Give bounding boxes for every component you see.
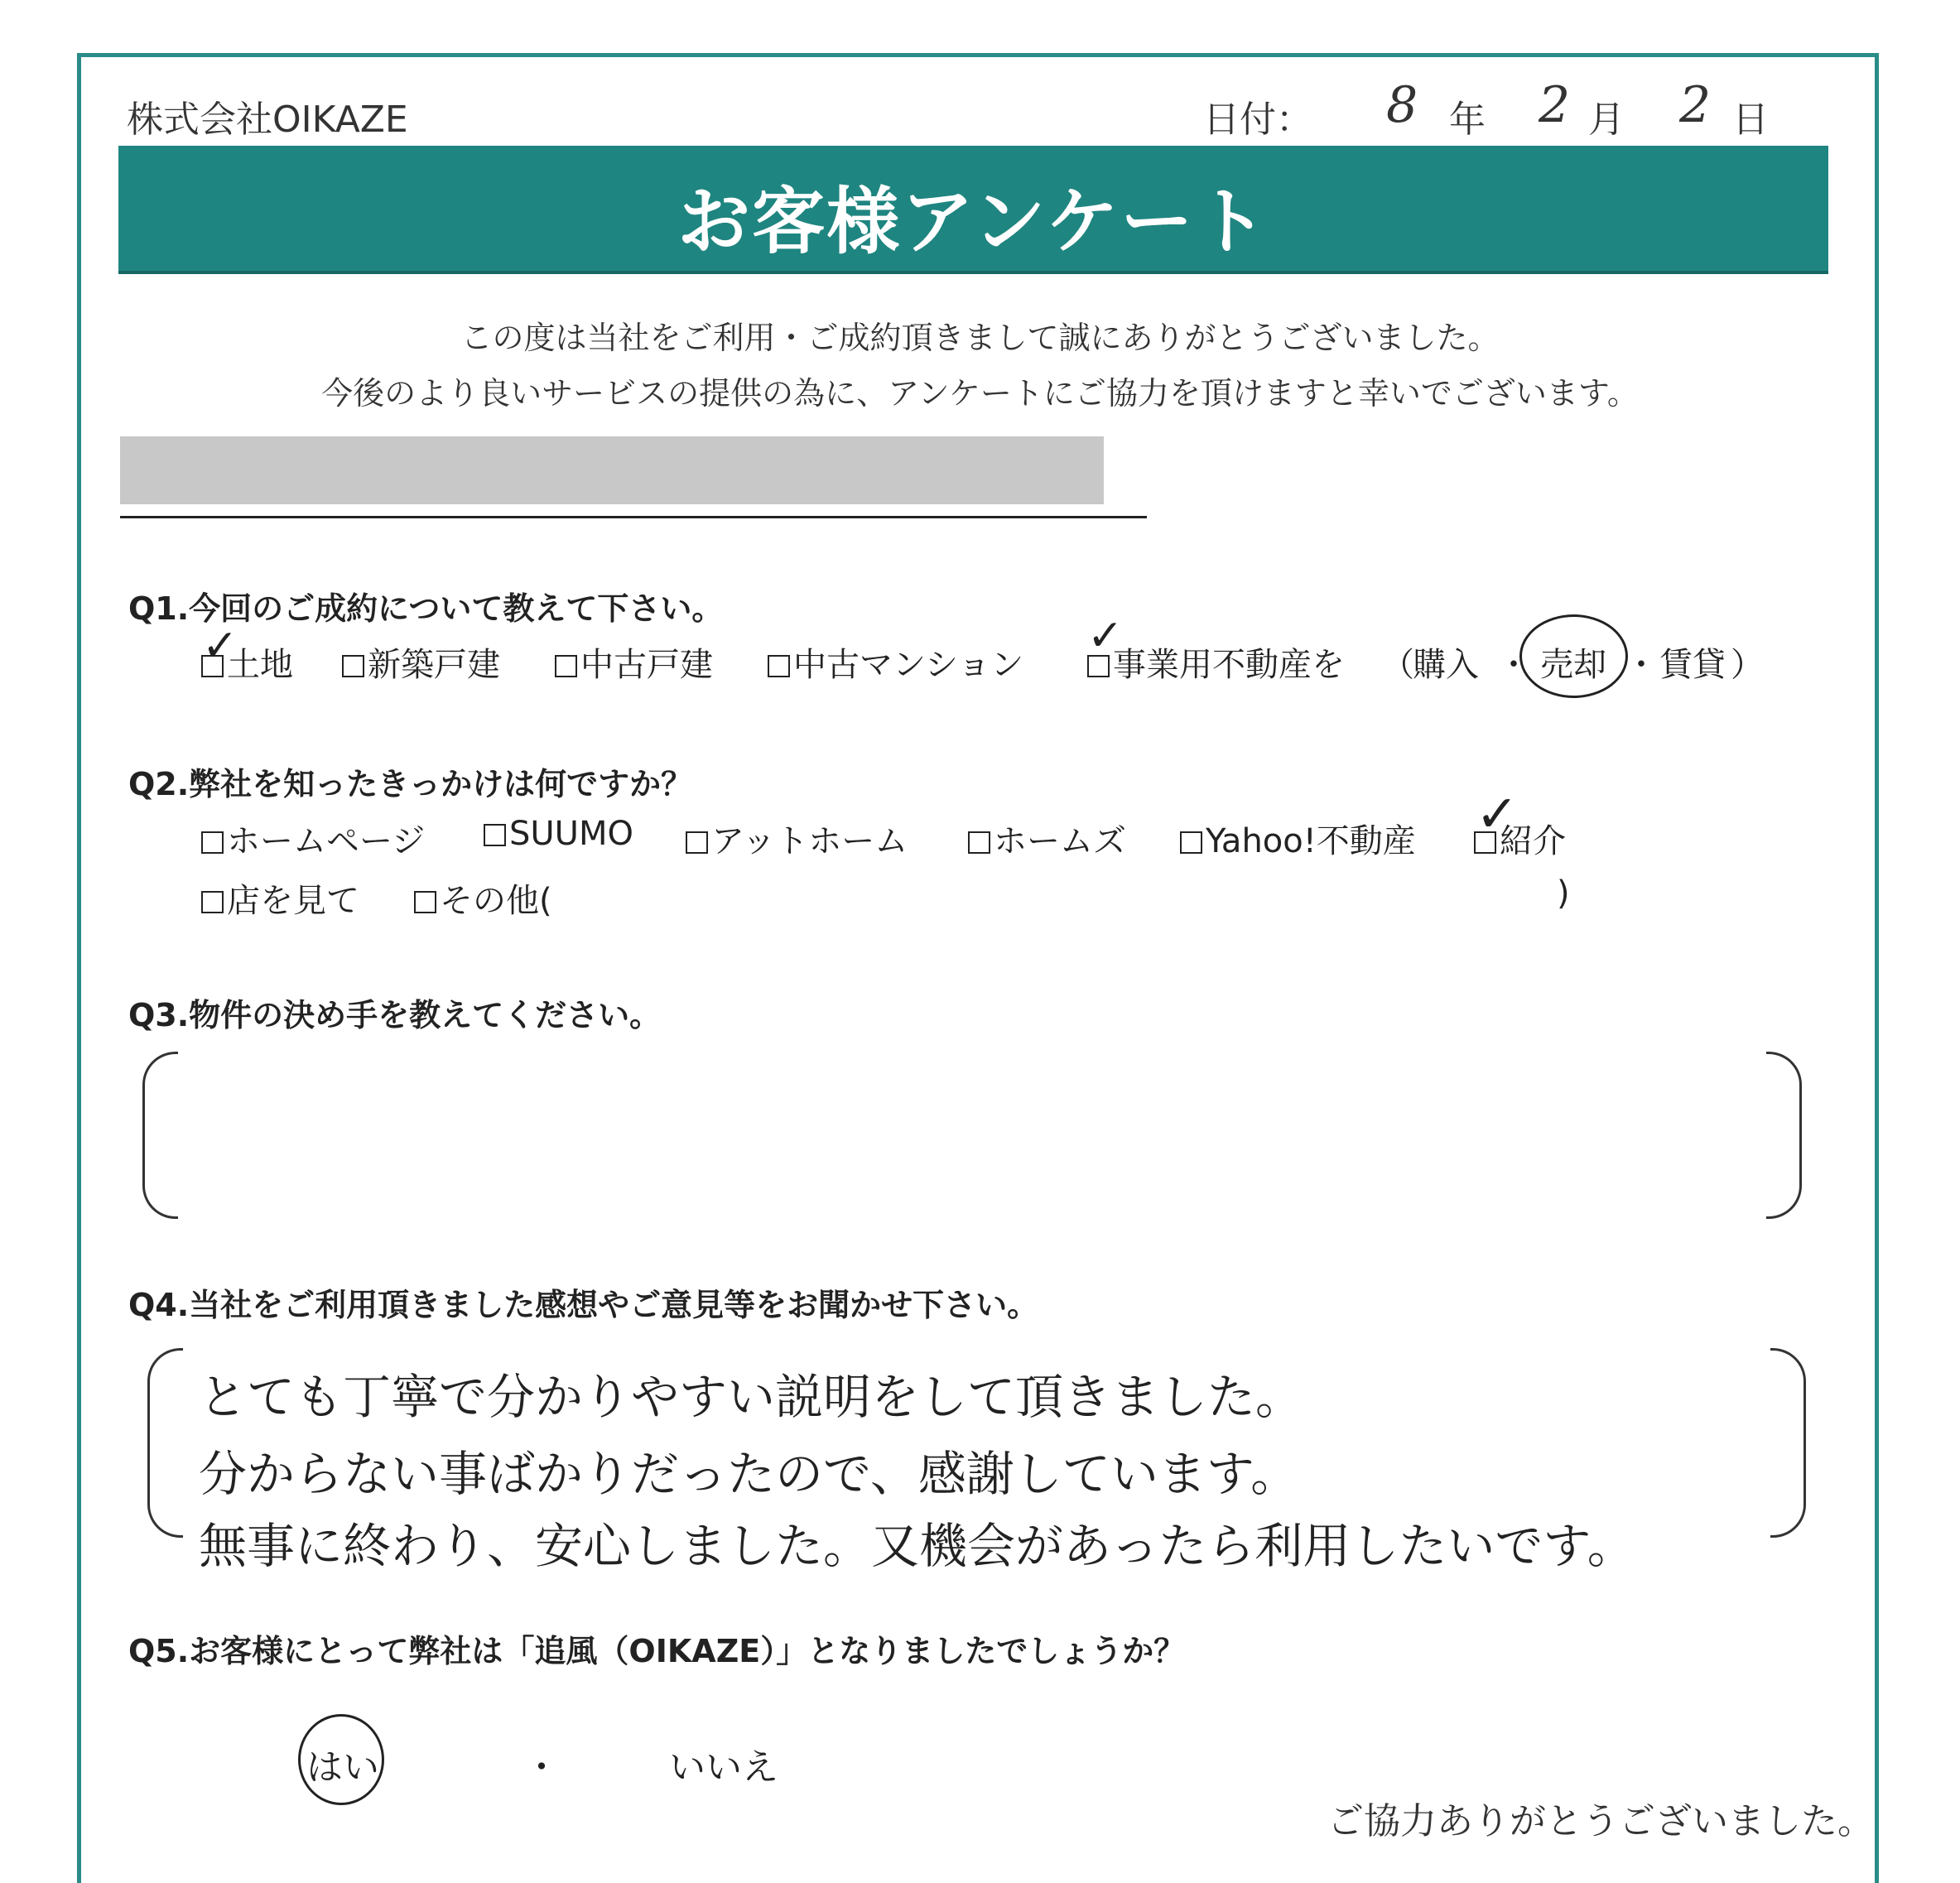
q2-other-close: ) bbox=[1557, 874, 1570, 913]
q1-option-new-house[interactable] bbox=[342, 638, 500, 686]
option-label: その他( bbox=[440, 882, 552, 920]
q2-option-store[interactable] bbox=[201, 874, 359, 922]
q2-referral-check-mark: ✓ bbox=[1476, 783, 1519, 844]
redacted-name bbox=[120, 436, 1104, 504]
date-year-value: 8 bbox=[1386, 76, 1418, 134]
q3-bracket-left bbox=[142, 1052, 178, 1219]
checkbox[interactable] bbox=[1180, 831, 1202, 854]
checkbox[interactable] bbox=[201, 831, 224, 854]
checkbox[interactable] bbox=[484, 824, 506, 846]
option-label: 紹介 bbox=[1500, 822, 1566, 860]
option-label: ホームページ bbox=[227, 822, 426, 860]
q4-question: Q4.当社をご利用頂きました感想やご意見等をお聞かせ下さい。 bbox=[128, 1287, 1039, 1323]
checkbox[interactable] bbox=[968, 831, 990, 854]
q2-option-homepage[interactable] bbox=[201, 815, 425, 862]
q1-sub-close: ） bbox=[1731, 646, 1764, 684]
option-label: アットホーム bbox=[711, 822, 908, 860]
q2-question: Q2.弊社を知ったきっかけは何ですか？ bbox=[128, 766, 693, 802]
q5-separator: ・ bbox=[523, 1746, 560, 1789]
option-label: 事業用不動産を bbox=[1113, 646, 1345, 684]
name-underline bbox=[120, 516, 1147, 518]
q5-yes-circle-mark bbox=[298, 1714, 384, 1805]
date-label: 日付： bbox=[1203, 99, 1312, 141]
q1-land-check-mark: ✓ bbox=[202, 621, 238, 671]
q5-no[interactable]: いいえ bbox=[669, 1746, 778, 1789]
company-name: 株式会社OIKAZE bbox=[127, 99, 408, 141]
q1-sub-sep-1: ・ bbox=[1497, 646, 1530, 684]
q1-sub-rent[interactable]: 賃貸 bbox=[1659, 646, 1726, 684]
checkbox[interactable] bbox=[555, 655, 577, 677]
q1-sub-purchase[interactable]: 購入 bbox=[1413, 646, 1479, 684]
q1-question: Q1.今回のご成約について教えて下さい。 bbox=[128, 590, 724, 627]
q5-question: Q5.お客様にとって弊社は「追風（OIKAZE）」となりましたでしょうか？ bbox=[128, 1633, 1186, 1669]
q2-option-yahoo[interactable] bbox=[1180, 815, 1416, 862]
q4-answer-line-3: 無事に終わり、安心しました。又機会があったら利用したいです。 bbox=[199, 1518, 1635, 1574]
option-label: ホームズ bbox=[994, 822, 1126, 860]
q1-business-check-mark: ✓ bbox=[1087, 611, 1124, 661]
date-year-unit: 年 bbox=[1449, 99, 1486, 141]
date-day-value: 2 bbox=[1679, 76, 1712, 134]
option-label: 新築戸建 bbox=[368, 646, 500, 684]
q2-option-suumo[interactable] bbox=[484, 815, 633, 853]
q4-bracket-left bbox=[147, 1348, 183, 1538]
checkbox[interactable] bbox=[201, 891, 224, 913]
checkbox[interactable] bbox=[414, 891, 436, 913]
q5-yes[interactable]: はい bbox=[306, 1746, 379, 1789]
option-label: Yahoo!不動産 bbox=[1206, 822, 1416, 860]
q4-answer-line-1: とても丁寧で分かりやすい説明をして頂きました。 bbox=[199, 1369, 1304, 1425]
intro-line-2: 今後のより良いサービスの提供の為に、アンケートにご協力を頂けますと幸いでございます。 bbox=[321, 375, 1639, 412]
q1-sub-sell[interactable]: 売却 bbox=[1540, 646, 1606, 684]
option-label: SUUMO bbox=[509, 815, 633, 853]
q1-sub-sep-2: ・ bbox=[1625, 646, 1658, 684]
q1-sell-circle-mark bbox=[1519, 614, 1628, 698]
q1-sub-open: （ bbox=[1381, 646, 1414, 684]
q2-option-athome[interactable] bbox=[686, 815, 908, 862]
option-label: 店を見て bbox=[227, 882, 359, 920]
checkbox[interactable] bbox=[768, 655, 790, 677]
q3-bracket-right bbox=[1766, 1052, 1802, 1219]
q1-option-business[interactable] bbox=[1087, 638, 1345, 686]
q1-option-used-mansion[interactable] bbox=[768, 638, 1023, 686]
q4-bracket-right bbox=[1770, 1348, 1806, 1538]
q2-option-other[interactable] bbox=[414, 874, 552, 922]
q2-option-homes[interactable] bbox=[968, 815, 1126, 862]
date-month-unit: 月 bbox=[1588, 99, 1625, 141]
title-banner bbox=[118, 146, 1828, 274]
option-label: 中古戸建 bbox=[580, 646, 713, 684]
checkbox[interactable] bbox=[686, 831, 708, 854]
option-label: 土地 bbox=[227, 646, 293, 684]
page-title: お客様アンケート bbox=[677, 179, 1269, 264]
checkbox[interactable] bbox=[342, 655, 364, 677]
q3-question: Q3.物件の決め手を教えてください。 bbox=[128, 997, 662, 1033]
date-month-value: 2 bbox=[1539, 76, 1571, 134]
intro-line-1: この度は当社をご利用・ご成約頂きまして誠にありがとうございました。 bbox=[460, 320, 1500, 356]
option-label: 中古マンション bbox=[793, 646, 1024, 684]
thanks-message: ご協力ありがとうございました。 bbox=[1327, 1800, 1874, 1842]
q4-answer-line-2: 分からない事ばかりだったので、感謝しています。 bbox=[199, 1446, 1299, 1502]
date-day-unit: 日 bbox=[1732, 99, 1769, 141]
q1-option-used-house[interactable] bbox=[555, 638, 713, 686]
